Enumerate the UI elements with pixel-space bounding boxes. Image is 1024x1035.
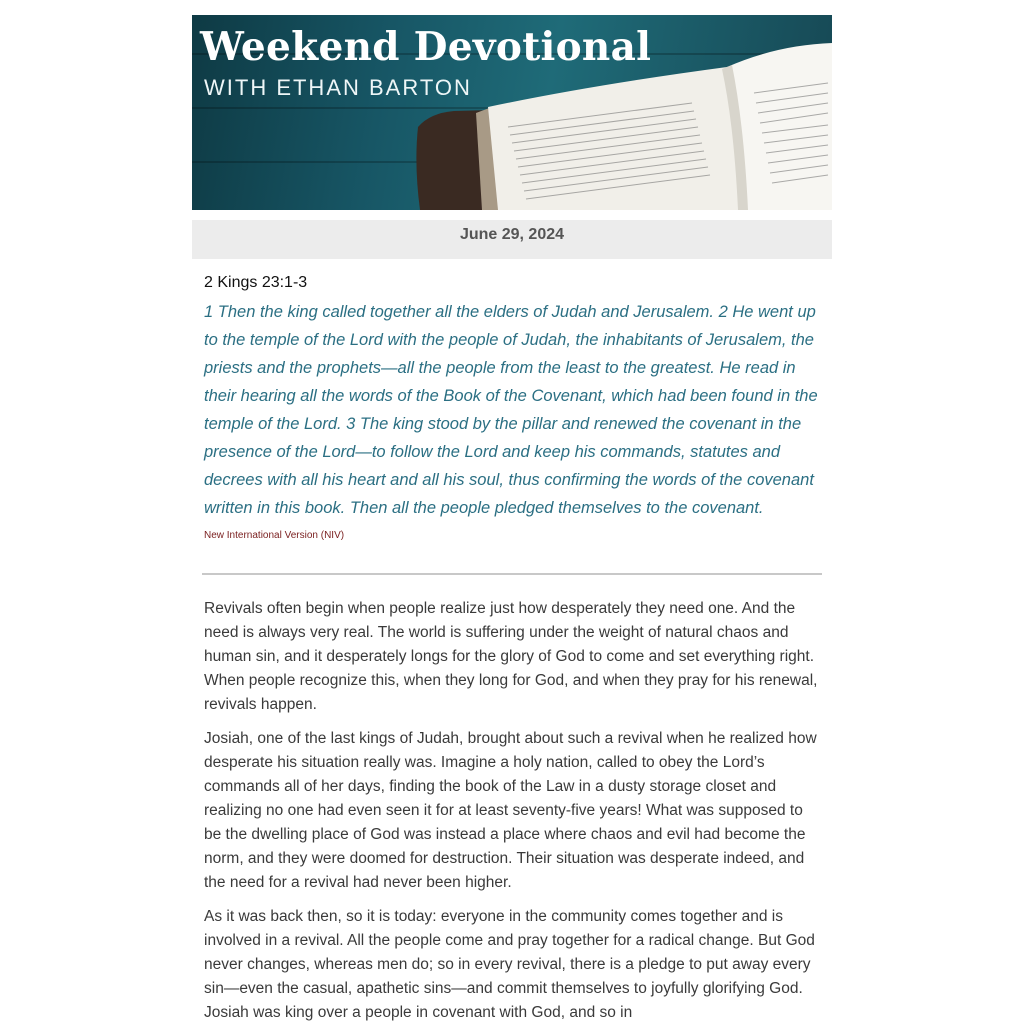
banner-subtitle: WITH ETHAN BARTON	[204, 75, 472, 100]
date-bar	[192, 220, 832, 259]
section-divider	[202, 573, 822, 575]
banner-title: Weekend Devotional	[200, 24, 652, 70]
scripture-reference: 2 Kings 23:1-3	[204, 274, 308, 291]
bible-version-link[interactable]: New International Version (NIV)	[204, 530, 345, 541]
body-paragraph: As it was back then, so it is today: everyone in the community comes together and is involved in a revival. All the people come and pray together for a radical change. But God never changes, whereas men do; so in every revival, there is a pledge to put away every sin—even the casual, apathetic sins—and commit themselves to joyfully glorifying God. Josiah was king over a people in covenant with God, and so in	[204, 908, 815, 1021]
devotional-date: June 29, 2024	[459, 226, 565, 243]
body-paragraph: Revivals often begin when people realize just how desperately they need one. And the need is always very real. The world is suffering under the weight of natural chaos and human sin, and it desperately longs for the glory of God to come and set everything right. When people recognize this, when they long for God, and when they pray for his renewal, revivals happen.	[204, 600, 818, 713]
body-paragraph: Josiah, one of the last kings of Judah, brought about such a revival when he realized how desperate his situation really was. Imagine a holy nation, called to obey the Lord’s commands all of her days, finding the book of the Law in a dusty storage closet and realizing no one had even seen it for at least seventy-five years! What was supposed to be the dwelling place of God was instead a place where chaos and evil had become the norm, and they were doomed for destruction. Their situation was desperate indeed, and the need for a revival had never been higher.	[204, 730, 817, 891]
scripture-text: 1 Then the king called together all the elders of Judah and Jerusalem. 2 He went up to the temple of the Lord with the people of Judah, the inhabitants of Jerusalem, the priests and the prophets—all the people from the least to the greatest. He read in their hearing all the words of the Book of the Covenant, which had been found in the temple of the Lord. 3 The king stood by the pillar and renewed the covenant in the presence of the Lord—to follow the Lord and keep his commands, statutes and decrees with all his heart and all his soul, thus confirming the words of the covenant written in this book. Then all the people pledged themselves to the covenant.	[204, 303, 818, 517]
devotional-body	[204, 597, 822, 1035]
header-banner	[192, 15, 832, 210]
